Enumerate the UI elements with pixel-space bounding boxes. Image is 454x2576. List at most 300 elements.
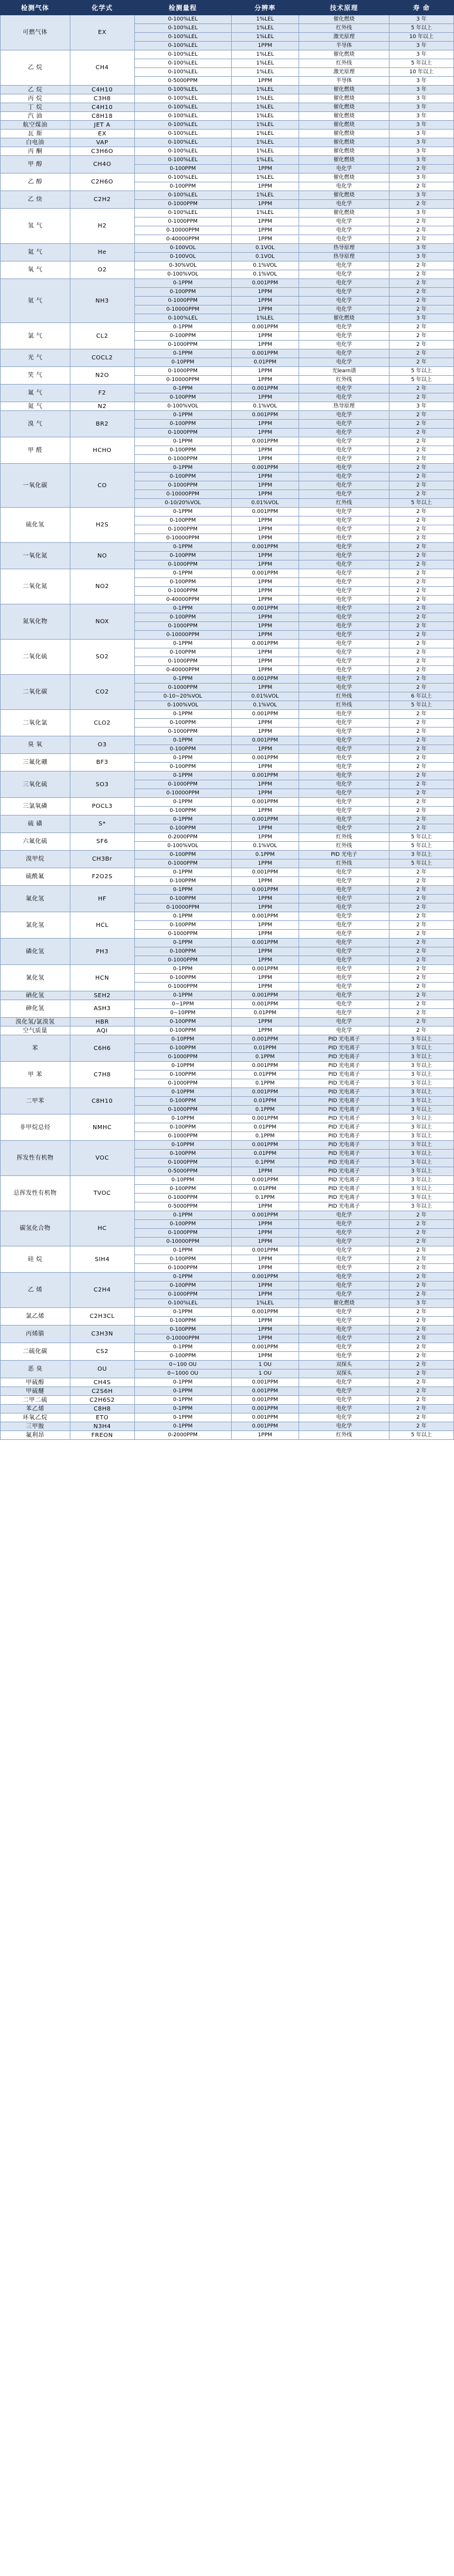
cell-range: 0-1000PPM [134, 297, 231, 305]
cell-range: 0-100%VOL [134, 270, 231, 279]
cell-technology: 电化学 [299, 763, 389, 772]
cell-range: 0-1000PPM [134, 622, 231, 631]
cell-technology: 光learn谱 [299, 367, 389, 376]
cell-formula: N2 [70, 402, 134, 411]
cell-life: 2 年 [389, 1317, 454, 1326]
cell-technology: 红外线 [299, 376, 389, 385]
table-row [1, 1387, 454, 1396]
cell-technology: 电化学 [299, 481, 389, 490]
cell-technology: 催化燃烧 [299, 112, 389, 121]
cell-resolution: 1PPM [231, 1167, 299, 1176]
cell-resolution: 1%LEL [231, 314, 299, 323]
cell-range: 0-1PPM [134, 1396, 231, 1405]
cell-life: 2 年 [389, 596, 454, 604]
cell-range: 0-1PPM [134, 798, 231, 807]
cell-life: 2 年 [389, 200, 454, 209]
cell-range: 0-1000PPM [134, 1158, 231, 1167]
cell-technology: 催化燃烧 [299, 174, 389, 182]
cell-range: 0-100VOL [134, 244, 231, 253]
cell-range: 0-100%LEL [134, 156, 231, 165]
cell-resolution: 0.1VOL [231, 244, 299, 253]
table-row [1, 675, 454, 684]
cell-resolution: 0.001PPM [231, 912, 299, 921]
cell-technology: 双探头 [299, 1361, 389, 1369]
table-row [1, 1273, 454, 1282]
cell-life: 5 年以上 [389, 859, 454, 868]
cell-range: 0-100PPM [134, 1326, 231, 1334]
cell-technology: 电化学 [299, 358, 389, 367]
cell-resolution: 1%LEL [231, 156, 299, 165]
cell-formula: C2H6S2 [70, 1396, 134, 1405]
cell-formula: S* [70, 815, 134, 833]
cell-life: 2 年 [389, 903, 454, 912]
cell-technology: 电化学 [299, 455, 389, 464]
cell-resolution: 1PPM [231, 534, 299, 543]
cell-technology: 热导原理 [299, 253, 389, 261]
cell-formula: C8H8 [70, 1405, 134, 1413]
cell-life: 2 年 [389, 1273, 454, 1282]
cell-life: 3 年以上 [389, 1176, 454, 1185]
cell-range: 0-10PPM [134, 1035, 231, 1044]
cell-resolution: 1PPM [231, 446, 299, 455]
table-row [1, 1062, 454, 1070]
cell-resolution: 1PPM [231, 596, 299, 604]
cell-range: 0-100%LEL [134, 103, 231, 112]
cell-life: 2 年 [389, 455, 454, 464]
cell-technology: 电化学 [299, 552, 389, 560]
cell-range: 0-1PPM [134, 411, 231, 420]
cell-range: 0-1PPM [134, 1308, 231, 1317]
cell-gas-name: 瓦 斯 [1, 130, 70, 138]
cell-formula: F2 [70, 385, 134, 402]
cell-range: 0-1000PPM [134, 560, 231, 569]
cell-life: 3 年以上 [389, 1070, 454, 1079]
cell-formula: HBR [70, 1018, 134, 1027]
cell-formula: HCHO [70, 437, 134, 464]
cell-life: 3 年 [389, 1299, 454, 1308]
cell-technology: 电化学 [299, 508, 389, 516]
cell-resolution: 0.001PPM [231, 868, 299, 877]
cell-life: 3 年 [389, 94, 454, 103]
cell-technology: 电化学 [299, 543, 389, 552]
table-row [1, 86, 454, 94]
cell-technology: 电化学 [299, 1255, 389, 1264]
cell-range: 0-1PPM [134, 464, 231, 473]
table-row [1, 1141, 454, 1150]
cell-range: 0-1000PPM [134, 1053, 231, 1062]
cell-technology: 红外线 [299, 842, 389, 851]
cell-life: 3 年 [389, 112, 454, 121]
cell-formula: H2 [70, 209, 134, 244]
cell-technology: 电化学 [299, 912, 389, 921]
cell-range: 0-100%VOL [134, 842, 231, 851]
cell-gas-name: 乙 醇 [1, 174, 70, 191]
cell-technology: 电化学 [299, 1405, 389, 1413]
cell-technology: 电化学 [299, 305, 389, 314]
cell-gas-name: 白电油 [1, 138, 70, 147]
cell-formula: C8H10 [70, 1088, 134, 1114]
cell-resolution: 1PPM [231, 552, 299, 560]
cell-life: 2 年 [389, 1396, 454, 1405]
cell-life: 2 年 [389, 464, 454, 473]
cell-life: 2 年 [389, 1413, 454, 1422]
cell-range: 0-100%LEL [134, 50, 231, 59]
cell-formula: C2H4 [70, 1273, 134, 1308]
cell-range: 0-1PPM [134, 754, 231, 763]
cell-life: 2 年 [389, 1255, 454, 1264]
cell-resolution: 0.1%VOL [231, 270, 299, 279]
cell-gas-name: 二氧化硫 [1, 640, 70, 675]
cell-technology: 电化学 [299, 965, 389, 974]
table-row [1, 1343, 454, 1352]
header-formula: 化学式 [70, 1, 134, 15]
cell-formula: NOX [70, 604, 134, 640]
cell-gas-name: 一氧化碳 [1, 464, 70, 508]
cell-range: 0-100%LEL [134, 94, 231, 103]
cell-resolution: 1PPM [231, 921, 299, 930]
cell-range: 0-100%VOL [134, 402, 231, 411]
cell-resolution: 1%LEL [231, 121, 299, 130]
cell-resolution: 1%LEL [231, 147, 299, 156]
cell-technology: 电化学 [299, 323, 389, 332]
cell-technology: PID 光电离子 [299, 1167, 389, 1176]
cell-technology: 电化学 [299, 895, 389, 903]
cell-resolution: 1%LEL [231, 138, 299, 147]
cell-range: 0-1000PPM [134, 956, 231, 965]
cell-formula: COCL2 [70, 349, 134, 367]
cell-life: 2 年 [389, 429, 454, 437]
cell-technology: 电化学 [299, 1220, 389, 1229]
cell-gas-name: 碳氢化合物 [1, 1211, 70, 1246]
cell-life: 3 年以上 [389, 1097, 454, 1106]
cell-life: 2 年 [389, 481, 454, 490]
cell-range: 0-100PPM [134, 516, 231, 525]
cell-resolution: 1PPM [231, 341, 299, 349]
table-row [1, 508, 454, 516]
cell-range: 0-1PPM [134, 1422, 231, 1431]
table-row [1, 939, 454, 947]
cell-resolution: 1PPM [231, 332, 299, 341]
cell-life: 2 年 [389, 516, 454, 525]
cell-life: 2 年 [389, 1378, 454, 1387]
cell-range: 0-100%LEL [134, 59, 231, 68]
cell-range: 0-30%VOL [134, 261, 231, 270]
cell-technology: 电化学 [299, 1273, 389, 1282]
cell-gas-name: 挥发性有机物 [1, 1141, 70, 1176]
cell-range: 0-100PPM [134, 446, 231, 455]
cell-technology: 电化学 [299, 1326, 389, 1334]
cell-range: 0-1PPM [134, 640, 231, 648]
cell-gas-name: 汽 油 [1, 112, 70, 121]
cell-life: 3 年 [389, 138, 454, 147]
cell-technology: PID 光电离子 [299, 1176, 389, 1185]
cell-technology: 催化燃烧 [299, 94, 389, 103]
cell-resolution: 1PPM [231, 1326, 299, 1334]
cell-technology: 电化学 [299, 341, 389, 349]
cell-resolution: 1PPM [231, 1018, 299, 1027]
cell-resolution: 0.001PPM [231, 991, 299, 1000]
header-range: 检测量程 [134, 1, 231, 15]
cell-range: 0-1PPM [134, 1343, 231, 1352]
cell-technology: 电化学 [299, 534, 389, 543]
cell-formula: NH3 [70, 279, 134, 323]
cell-range: 0-100PPM [134, 1018, 231, 1027]
cell-resolution: 1PPM [231, 895, 299, 903]
cell-formula: EX [70, 130, 134, 138]
cell-technology: 电化学 [299, 772, 389, 780]
cell-formula: SIH4 [70, 1246, 134, 1273]
cell-resolution: 1PPM [231, 578, 299, 587]
table-row [1, 1308, 454, 1317]
cell-resolution: 0.01PPM [231, 1123, 299, 1132]
cell-technology: 电化学 [299, 991, 389, 1000]
cell-technology: 电化学 [299, 631, 389, 640]
cell-technology: 电化学 [299, 560, 389, 569]
cell-gas-name: 氦 气 [1, 244, 70, 261]
cell-gas-name: 空气质量 [1, 1027, 70, 1035]
cell-life: 3 年 [389, 156, 454, 165]
cell-life: 3 年 [389, 77, 454, 86]
cell-resolution: 1PPM [231, 42, 299, 50]
cell-technology: 电化学 [299, 684, 389, 692]
cell-gas-name: 三氯氧磷 [1, 798, 70, 815]
cell-resolution: 0.001PPM [231, 754, 299, 763]
cell-range: 0-100%LEL [134, 130, 231, 138]
cell-formula: C6H6 [70, 1035, 134, 1062]
cell-life: 3 年 [389, 314, 454, 323]
table-row [1, 94, 454, 103]
cell-technology: 电化学 [299, 1238, 389, 1246]
cell-technology: 电化学 [299, 1018, 389, 1027]
cell-life: 2 年 [389, 675, 454, 684]
cell-life: 2 年 [389, 349, 454, 358]
cell-gas-name: 三氟化硼 [1, 754, 70, 772]
cell-range: 0-10000PPM [134, 226, 231, 235]
cell-resolution: 0.001PPM [231, 1211, 299, 1220]
cell-resolution: 0.001PPM [231, 323, 299, 332]
table-row [1, 411, 454, 420]
cell-technology: 电化学 [299, 903, 389, 912]
cell-life: 2 年 [389, 728, 454, 736]
cell-resolution: 1PPM [231, 77, 299, 86]
cell-technology: 电化学 [299, 1308, 389, 1317]
cell-technology: 电化学 [299, 1422, 389, 1431]
cell-gas-name: 氟 气 [1, 385, 70, 402]
cell-formula: SF6 [70, 833, 134, 851]
cell-range: 0-1PPM [134, 736, 231, 745]
cell-resolution: 1PPM [231, 516, 299, 525]
cell-technology: 电化学 [299, 226, 389, 235]
cell-technology: 电化学 [299, 464, 389, 473]
cell-gas-name: 可燃气体 [1, 15, 70, 50]
cell-life: 2 年 [389, 578, 454, 587]
cell-life: 3 年 [389, 130, 454, 138]
cell-resolution: 0.1%VOL [231, 842, 299, 851]
cell-technology: 电化学 [299, 1282, 389, 1290]
cell-formula: CH3Br [70, 851, 134, 868]
cell-range: 0-100%LEL [134, 147, 231, 156]
cell-gas-name: 笑 气 [1, 367, 70, 385]
cell-life: 2 年 [389, 411, 454, 420]
cell-resolution: 1PPM [231, 1431, 299, 1440]
cell-resolution: 1PPM [231, 947, 299, 956]
cell-technology: 红外线 [299, 1431, 389, 1440]
table-row [1, 772, 454, 780]
cell-range: 0-40000PPM [134, 596, 231, 604]
header-life: 寿 命 [389, 1, 454, 15]
cell-technology: PID 光电离子 [299, 1097, 389, 1106]
cell-range: 0-1PPM [134, 1413, 231, 1422]
cell-gas-name: 氨 气 [1, 279, 70, 323]
cell-range: 0-100PPM [134, 1317, 231, 1326]
cell-resolution: 1PPM [231, 631, 299, 640]
cell-gas-name: 氰化氢 [1, 965, 70, 991]
cell-resolution: 1%LEL [231, 15, 299, 24]
cell-formula: VOC [70, 1141, 134, 1176]
cell-resolution: 1PPM [231, 859, 299, 868]
cell-technology: 电化学 [299, 516, 389, 525]
cell-life: 2 年 [389, 807, 454, 815]
cell-resolution: 1PPM [231, 367, 299, 376]
cell-resolution: 1PPM [231, 1352, 299, 1361]
cell-life: 5 年以上 [389, 842, 454, 851]
cell-gas-name: 光 气 [1, 349, 70, 367]
cell-range: 0-100PPM [134, 552, 231, 560]
table-row [1, 261, 454, 270]
cell-life: 2 年 [389, 552, 454, 560]
cell-gas-name: 硒化氢 [1, 991, 70, 1000]
cell-life: 2 年 [389, 341, 454, 349]
cell-range: 0-2000PPM [134, 833, 231, 842]
cell-resolution: 0.1PPM [231, 1079, 299, 1088]
cell-range: 0-1PPM [134, 1405, 231, 1413]
cell-technology: 电化学 [299, 886, 389, 895]
cell-formula: PH3 [70, 939, 134, 965]
cell-life: 2 年 [389, 1211, 454, 1220]
cell-formula: NO2 [70, 569, 134, 604]
cell-range: 0-1000PPM [134, 983, 231, 991]
cell-technology: 电化学 [299, 182, 389, 191]
cell-range: 0-1000PPM [134, 1106, 231, 1114]
cell-range: 0-10PPM [134, 1088, 231, 1097]
cell-resolution: 0.01PPM [231, 1044, 299, 1053]
cell-life: 2 年 [389, 305, 454, 314]
cell-life: 2 年 [389, 710, 454, 719]
cell-gas-name: 乙 烯 [1, 1273, 70, 1308]
cell-formula: BF3 [70, 754, 134, 772]
cell-formula: CH4 [70, 50, 134, 86]
cell-life: 3 年以上 [389, 1053, 454, 1062]
cell-resolution: 0.001PPM [231, 1396, 299, 1405]
cell-life: 2 年 [389, 719, 454, 728]
cell-technology: 电化学 [299, 1378, 389, 1387]
cell-formula: SO2 [70, 640, 134, 675]
cell-resolution: 0.001PPM [231, 464, 299, 473]
cell-life: 2 年 [389, 930, 454, 939]
cell-range: 0-100PPM [134, 182, 231, 191]
cell-technology: 电化学 [299, 754, 389, 763]
cell-life: 2 年 [389, 437, 454, 446]
cell-life: 2 年 [389, 420, 454, 429]
cell-life: 3 年以上 [389, 1141, 454, 1150]
cell-gas-name: 氧 气 [1, 261, 70, 279]
cell-life: 2 年 [389, 1264, 454, 1273]
cell-gas-name: 二氧化氯 [1, 710, 70, 736]
cell-range: 0-1PPM [134, 508, 231, 516]
cell-technology: 电化学 [299, 569, 389, 578]
table-row [1, 543, 454, 552]
cell-life: 2 年 [389, 895, 454, 903]
cell-formula: CO [70, 464, 134, 508]
cell-gas-name: 丁 烷 [1, 103, 70, 112]
cell-resolution: 0.1PPM [231, 1158, 299, 1167]
cell-resolution: 1PPM [231, 1290, 299, 1299]
cell-technology: 电化学 [299, 657, 389, 666]
cell-resolution: 1PPM [231, 903, 299, 912]
cell-technology: 半导体 [299, 77, 389, 86]
cell-life: 5 年以上 [389, 367, 454, 376]
cell-technology: 激光原理 [299, 33, 389, 42]
cell-gas-name: 二甲二硫 [1, 1396, 70, 1405]
cell-technology: 电化学 [299, 640, 389, 648]
cell-range: 0-1PPM [134, 385, 231, 393]
cell-range: 0-100PPM [134, 1220, 231, 1229]
cell-technology: 电化学 [299, 411, 389, 420]
cell-life: 3 年 [389, 191, 454, 200]
cell-technology: 电化学 [299, 719, 389, 728]
cell-range: 0-100PPM [134, 974, 231, 983]
cell-range: 0-1PPM [134, 1387, 231, 1396]
cell-life: 3 年 [389, 86, 454, 94]
cell-resolution: 1PPM [231, 974, 299, 983]
cell-resolution: 0.001PPM [231, 385, 299, 393]
cell-life: 2 年 [389, 1290, 454, 1299]
cell-technology: 电化学 [299, 921, 389, 930]
cell-resolution: 1 OU [231, 1361, 299, 1369]
cell-gas-name: 恶 臭 [1, 1361, 70, 1378]
cell-range: 0-100PPM [134, 1282, 231, 1290]
cell-range: 0-1PPM [134, 604, 231, 613]
cell-range: 0-100PPM [134, 947, 231, 956]
cell-range: 0-1PPM [134, 939, 231, 947]
cell-resolution: 0.01%VOL [231, 692, 299, 701]
cell-formula: H2S [70, 508, 134, 543]
cell-technology: 半导体 [299, 42, 389, 50]
table-row [1, 244, 454, 253]
cell-range: 0-100PPM [134, 1255, 231, 1264]
cell-technology: 电化学 [299, 666, 389, 675]
cell-life: 3 年以上 [389, 1132, 454, 1141]
cell-resolution: 1PPM [231, 165, 299, 174]
cell-resolution: 0.1%VOL [231, 402, 299, 411]
cell-resolution: 1PPM [231, 525, 299, 534]
cell-gas-name: 三氧化硫 [1, 772, 70, 798]
cell-formula: EX [70, 15, 134, 50]
cell-range: 0-1000PPM [134, 1079, 231, 1088]
cell-life: 2 年 [389, 974, 454, 983]
cell-formula: C2H2 [70, 191, 134, 209]
cell-range: 0-10PPM [134, 358, 231, 367]
cell-resolution: 0.01%VOL [231, 499, 299, 508]
cell-life: 2 年 [389, 587, 454, 596]
cell-range: 0-1000PPM [134, 455, 231, 464]
cell-range: 0-100PPM [134, 473, 231, 481]
cell-formula: HCL [70, 912, 134, 939]
cell-technology: PID 光电离子 [299, 1088, 389, 1097]
cell-technology: 电化学 [299, 473, 389, 481]
cell-range: 0-1000PPM [134, 930, 231, 939]
cell-life: 2 年 [389, 323, 454, 332]
